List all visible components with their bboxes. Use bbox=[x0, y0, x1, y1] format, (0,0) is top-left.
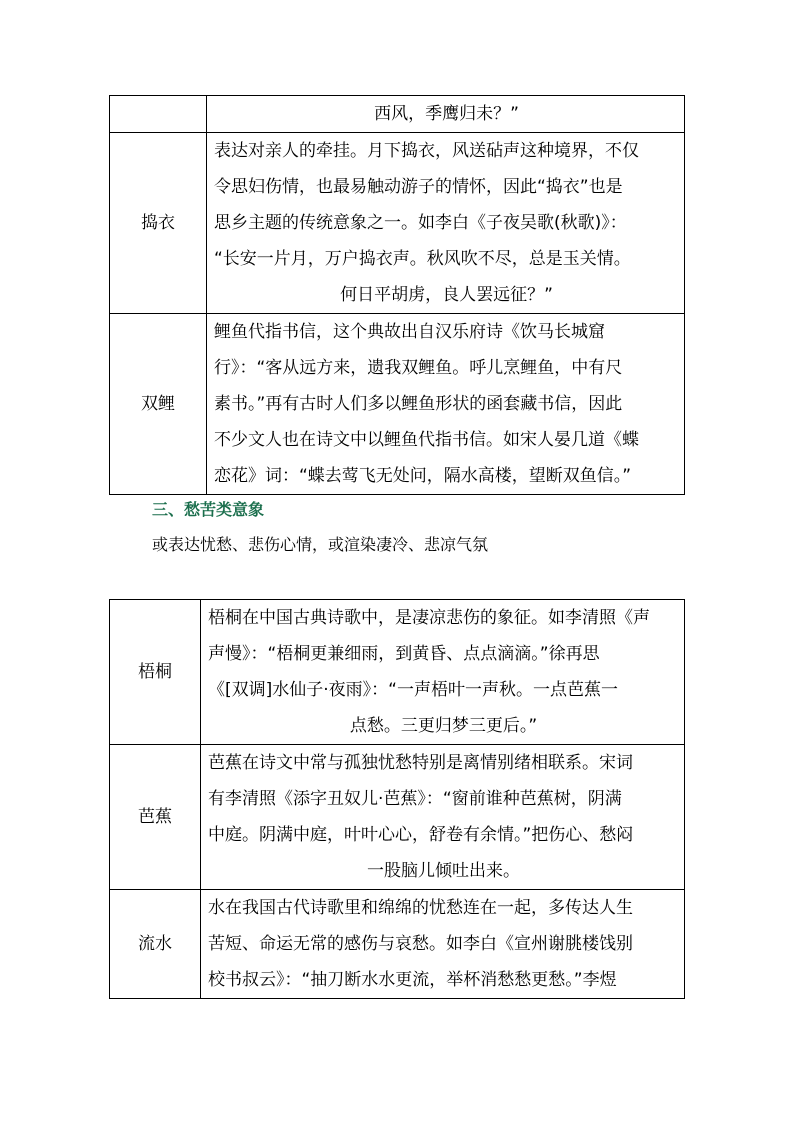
section-heading: 三、愁苦类意象 bbox=[152, 500, 265, 519]
imagery-term: 流水 bbox=[110, 890, 201, 999]
description-line: “长安一片月，万户捣衣声。秋风吹不尽，总是玉关情。 bbox=[214, 249, 631, 269]
description-line: 苦短、命运无常的感伤与哀愁。如李白《宣州谢朓楼饯别 bbox=[208, 934, 633, 954]
description-line: 令思妇伤情，也最易触动游子的情怀，因此“捣衣”也是 bbox=[214, 177, 623, 197]
table-row bbox=[110, 314, 685, 495]
imagery-description bbox=[201, 600, 685, 745]
imagery-table-1 bbox=[109, 95, 685, 495]
description-line: 一股脑儿倾吐出来。 bbox=[367, 861, 520, 881]
description-line: 行》：“客从远方来，遗我双鲤鱼。呼儿烹鲤鱼，中有尺 bbox=[214, 358, 623, 378]
imagery-table-2 bbox=[109, 599, 685, 999]
imagery-description bbox=[207, 133, 685, 314]
description-line: 中庭。阴满中庭，叶叶心心，舒卷有余情。”把伤心、愁闷 bbox=[208, 825, 634, 845]
imagery-description bbox=[207, 96, 685, 133]
table-row bbox=[110, 890, 685, 999]
description-line: 梧桐在中国古典诗歌中，是凄凉悲伤的象征。如李清照《声 bbox=[208, 608, 650, 628]
description-line: 校书叔云》：“抽刀断水水更流，举杯消愁愁更愁。”李煜 bbox=[208, 970, 617, 990]
description-line: 思乡主题的传统意象之一。如李白《子夜吴歌(秋歌)》： bbox=[214, 213, 627, 233]
imagery-description bbox=[207, 314, 685, 495]
table-row bbox=[110, 96, 685, 133]
description-line: 水在我国古代诗歌里和绵绵的忧愁连在一起，多传达人生 bbox=[208, 898, 633, 918]
imagery-term: 梧桐 bbox=[110, 600, 201, 745]
description-line: 鲤鱼代指书信，这个典故出自汉乐府诗《饮马长城窟 bbox=[214, 322, 605, 342]
imagery-term: 双鲤 bbox=[110, 314, 207, 495]
description-line: 表达对亲人的牵挂。月下捣衣，风送砧声这种境界，不仅 bbox=[214, 141, 639, 161]
table-row bbox=[110, 600, 685, 745]
description-line: 有李清照《添字丑奴儿·芭蕉》：“窗前谁种芭蕉树，阴满 bbox=[208, 789, 622, 809]
imagery-term: 芭蕉 bbox=[110, 745, 201, 890]
imagery-term: 捣衣 bbox=[110, 133, 207, 314]
description-line: 声慢》：“梧桐更兼细雨，到黄昏、点点滴滴。”徐再思 bbox=[208, 644, 600, 664]
imagery-description bbox=[201, 745, 685, 890]
section-intro: 或表达忧愁、悲伤心情，或渲染凄冷、悲凉气氛 bbox=[152, 535, 489, 554]
description-line: 恋花》词：“蝶去莺飞无处问，隔水高楼，望断双鱼信。” bbox=[214, 466, 632, 486]
description-line: 何日平胡虏，良人罢远征？” bbox=[340, 285, 553, 305]
imagery-description bbox=[201, 890, 685, 999]
description-line: 《[双调]水仙子·夜雨》：“一声梧叶一声秋。一点芭蕉一 bbox=[208, 680, 618, 700]
imagery-term bbox=[110, 96, 207, 133]
description-line: 素书。”再有古时人们多以鲤鱼形状的函套藏书信，因此 bbox=[214, 394, 623, 414]
description-line: 不少文人也在诗文中以鲤鱼代指书信。如宋人晏几道《蝶 bbox=[214, 430, 639, 450]
description-line: 西风，季鹰归未？” bbox=[374, 104, 519, 124]
description-line: 点愁。三更归梦三更后。” bbox=[349, 716, 538, 736]
description-line: 芭蕉在诗文中常与孤独忧愁特别是离情别绪相联系。宋词 bbox=[208, 753, 633, 773]
table-row bbox=[110, 133, 685, 314]
table-row bbox=[110, 745, 685, 890]
